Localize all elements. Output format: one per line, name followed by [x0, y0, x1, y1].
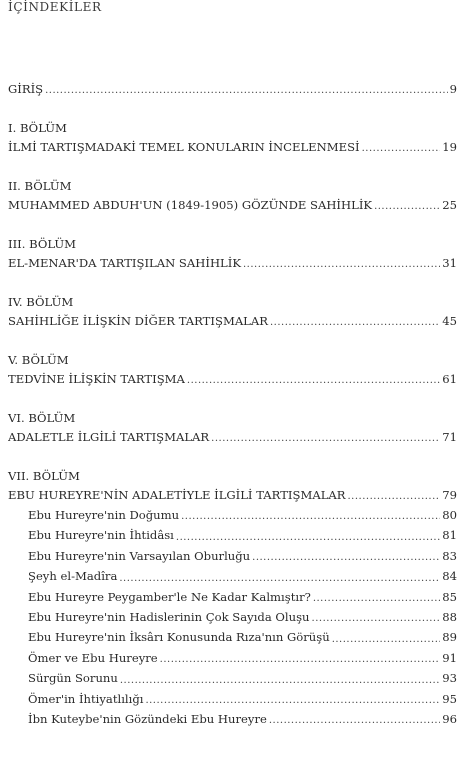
dot-leader: [45, 82, 448, 99]
toc-entry-page: 31: [442, 256, 457, 270]
toc-entry-chapter: [8, 428, 457, 447]
dot-leader: [374, 198, 440, 215]
toc-entry-page: 95: [442, 691, 457, 706]
toc-subentry: [8, 525, 457, 545]
toc-entry-label: Ebu Hureyre'nin İhtidâsı: [28, 528, 174, 543]
toc-entry-label: EBU HUREYRE'NİN ADALETİYLE İLGİLİ TARTIŞMALAR: [8, 488, 346, 502]
toc-subentry: [8, 505, 457, 525]
dot-leader: [243, 256, 440, 273]
dot-leader: [252, 549, 440, 566]
chapter-heading: VI. BÖLÜM: [8, 411, 76, 425]
toc-entry-label: Ebu Hureyre'nin Hadislerinin Çok Sayıda Oluşu: [28, 609, 310, 624]
toc-entry-chapter: [8, 138, 457, 157]
toc-subentry: [8, 607, 457, 627]
toc-entry-page: 25: [442, 198, 457, 212]
toc-subentry: [8, 566, 457, 586]
toc-entry-label: Şeyh el-Madîra: [28, 569, 118, 584]
toc-entry-page: 81: [442, 528, 457, 543]
dot-leader: [176, 529, 440, 546]
toc-subentry: [8, 689, 457, 709]
dot-leader: [145, 692, 440, 709]
toc-entry-label: GİRİŞ: [8, 82, 44, 96]
toc-entry-page: 96: [442, 711, 457, 726]
dot-leader: [120, 672, 440, 689]
toc-entry-intro: [8, 80, 457, 99]
dot-leader: [312, 610, 441, 627]
dot-leader: [160, 651, 441, 668]
toc-entry-page: 85: [442, 589, 457, 604]
toc-entry-label: Ömer ve Ebu Hureyre: [28, 650, 158, 665]
toc-entry-label: Ebu Hureyre Peygamber'le Ne Kadar Kalmıştır?: [28, 589, 311, 604]
dot-leader: [181, 508, 440, 525]
chapter-heading: IV. BÖLÜM: [8, 295, 74, 309]
toc-entry-label: İLMİ TARTIŞMADAKİ TEMEL KONULARIN İNCELENMESİ: [8, 140, 360, 154]
toc-entry-page: 93: [442, 671, 457, 686]
toc-entry-page: 45: [442, 314, 457, 328]
page-title: İÇİNDEKİLER: [8, 0, 102, 14]
toc-entry-label: TEDVİNE İLİŞKİN TARTIŞMA: [8, 372, 185, 386]
toc-entry-page: 91: [442, 650, 457, 665]
dot-leader: [348, 488, 441, 505]
toc-subentry: [8, 546, 457, 566]
toc-entry-chapter: [8, 254, 457, 273]
toc-entry-label: SAHİHLİĞE İLİŞKİN DİĞER TARTIŞMALAR: [8, 314, 268, 328]
dot-leader: [211, 430, 440, 447]
toc-entry-label: MUHAMMED ABDUH'UN (1849-1905) GÖZÜNDE SAHİHLİK: [8, 198, 373, 212]
toc-entry-label: EL-MENAR'DA TARTIŞILAN SAHİHLİK: [8, 256, 241, 270]
chapter-heading: VII. BÖLÜM: [8, 469, 80, 483]
dot-leader: [269, 712, 440, 729]
toc-entry-page: 9: [449, 82, 457, 96]
dot-leader: [270, 314, 440, 331]
toc-entry-page: 19: [442, 140, 457, 154]
table-of-contents: [8, 80, 457, 729]
chapter-heading: V. BÖLÜM: [8, 353, 69, 367]
dot-leader: [187, 372, 440, 389]
chapter-heading: III. BÖLÜM: [8, 237, 77, 251]
toc-entry-chapter: [8, 312, 457, 331]
toc-entry-chapter: [8, 370, 457, 389]
dot-leader: [119, 570, 440, 587]
dot-leader: [332, 631, 441, 648]
toc-subentry: [8, 709, 457, 729]
toc-entry-label: İbn Kuteybe'nin Gözündeki Ebu Hureyre: [28, 711, 267, 726]
dot-leader: [362, 140, 441, 157]
toc-entry-page: 61: [442, 372, 457, 386]
toc-entry-chapter: [8, 486, 457, 505]
toc-entry-page: 88: [442, 609, 457, 624]
chapter-heading: II. BÖLÜM: [8, 179, 72, 193]
toc-entry-page: 84: [442, 569, 457, 584]
toc-entry-label: Ebu Hureyre'nin İksârı Konusunda Rıza'nın Görüşü: [28, 630, 330, 645]
toc-entry-page: 80: [442, 507, 457, 522]
toc-subentry: [8, 627, 457, 647]
toc-subentry: [8, 587, 457, 607]
toc-entry-label: Sürgün Sorunu: [28, 671, 118, 686]
toc-subentry: [8, 668, 457, 688]
toc-subentry: [8, 648, 457, 668]
toc-entry-page: 79: [442, 488, 457, 502]
toc-entry-chapter: [8, 196, 457, 215]
toc-entry-label: ADALETLE İLGİLİ TARTIŞMALAR: [8, 430, 210, 444]
toc-entry-page: 89: [442, 630, 457, 645]
chapter-heading: I. BÖLÜM: [8, 121, 67, 135]
toc-entry-page: 71: [442, 430, 457, 444]
toc-entry-label: Ebu Hureyre'nin Varsayılan Oburluğu: [28, 548, 251, 563]
toc-entry-label: Ömer'in İhtiyatlılığı: [28, 691, 144, 706]
toc-entry-label: Ebu Hureyre'nin Doğumu: [28, 507, 180, 522]
toc-entry-page: 83: [442, 548, 457, 563]
dot-leader: [313, 590, 440, 607]
